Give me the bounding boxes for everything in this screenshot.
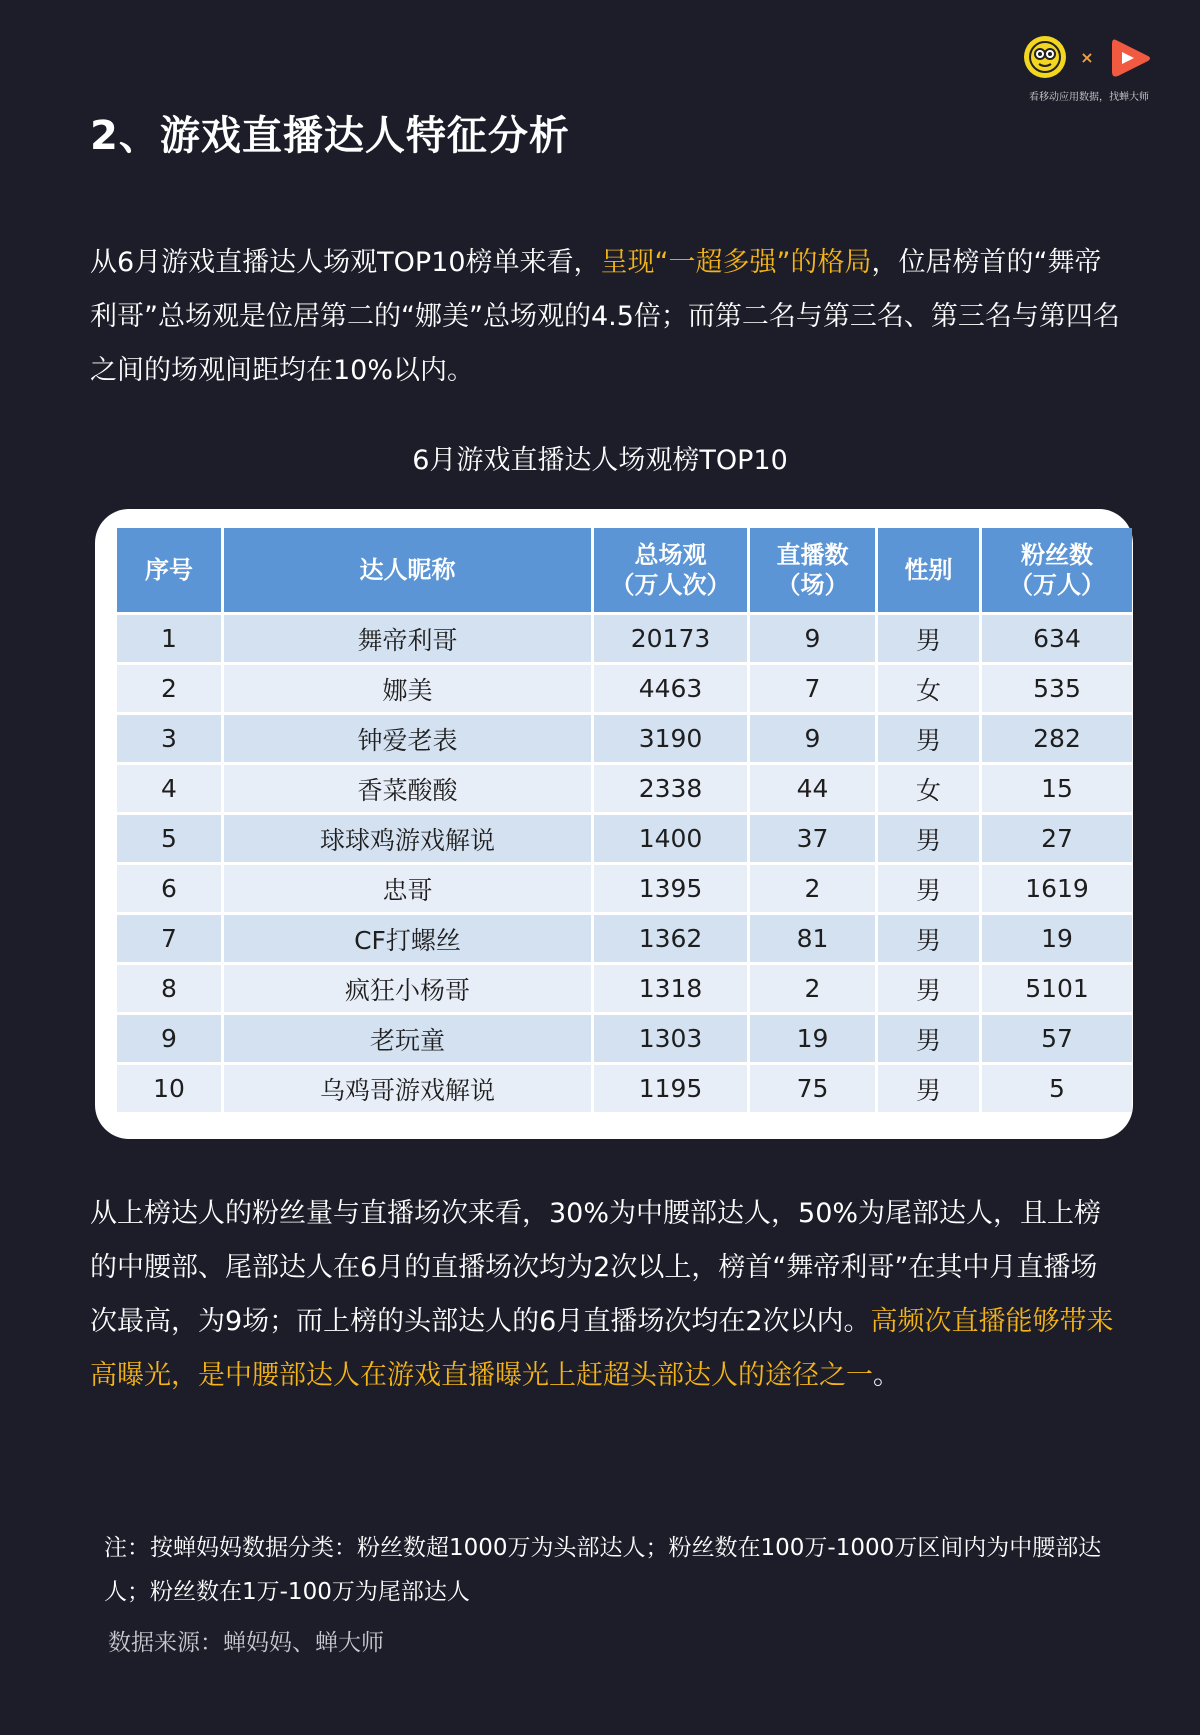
cell-name: CF打螺丝 xyxy=(224,915,591,962)
cell-views: 1195 xyxy=(594,1065,747,1112)
header-views xyxy=(594,528,747,612)
cell-fans: 1619 xyxy=(982,865,1132,912)
table-row xyxy=(117,865,1132,912)
header-views-line1: 总场观 xyxy=(634,541,707,569)
intro-paragraph xyxy=(90,236,1120,398)
cell-fans: 5 xyxy=(982,1065,1132,1112)
cell-gender: 男 xyxy=(878,965,979,1012)
cell-gender: 男 xyxy=(878,615,979,662)
header-rank: 序号 xyxy=(117,528,221,612)
logo-separator: × xyxy=(1080,47,1094,67)
cell-rank: 9 xyxy=(117,1015,221,1062)
header-views-line2: （万人次） xyxy=(610,571,731,599)
data-source: 数据来源：蝉妈妈、蝉大师 xyxy=(108,1630,384,1656)
table-caption: 6月游戏直播达人场观榜TOP10 xyxy=(412,445,788,476)
cell-views: 1362 xyxy=(594,915,747,962)
table-row xyxy=(117,1015,1132,1062)
header-gender: 性别 xyxy=(878,528,979,612)
analysis-paragraph xyxy=(90,1187,1120,1403)
cell-fans: 634 xyxy=(982,615,1132,662)
brand-logos xyxy=(1014,34,1164,103)
cell-fans: 535 xyxy=(982,665,1132,712)
table-row xyxy=(117,965,1132,1012)
cell-streams: 44 xyxy=(750,765,875,812)
cell-views: 20173 xyxy=(594,615,747,662)
analysis-highlight: 高频次直播能够带来高曝光，是中腰部达人在游戏直播曝光上赶超头部达人的途径之一 xyxy=(90,1306,1114,1391)
cell-rank: 1 xyxy=(117,615,221,662)
header-streams xyxy=(750,528,875,612)
table-row xyxy=(117,615,1132,662)
table-header-row xyxy=(117,528,1132,612)
classification-note: 注：按蝉妈妈数据分类：粉丝数超1000万为头部达人；粉丝数在100万-1000万区间内为中腰部达人；粉丝数在1万-100万为尾部达人 xyxy=(104,1535,1102,1605)
cell-name: 球球鸡游戏解说 xyxy=(224,815,591,862)
cell-name: 娜美 xyxy=(224,665,591,712)
header-streams-line2: （场） xyxy=(776,571,849,599)
cell-gender: 男 xyxy=(878,865,979,912)
table-row xyxy=(117,1065,1132,1112)
cell-gender: 男 xyxy=(878,715,979,762)
cell-rank: 8 xyxy=(117,965,221,1012)
cell-gender: 男 xyxy=(878,815,979,862)
cell-gender: 男 xyxy=(878,1065,979,1112)
cell-fans: 282 xyxy=(982,715,1132,762)
analysis-text-2: 。 xyxy=(873,1360,900,1391)
cell-fans: 15 xyxy=(982,765,1132,812)
header-fans-line2: （万人） xyxy=(1009,571,1105,599)
cell-views: 1400 xyxy=(594,815,747,862)
cell-name: 忠哥 xyxy=(224,865,591,912)
cell-fans: 5101 xyxy=(982,965,1132,1012)
cell-streams: 2 xyxy=(750,865,875,912)
cell-fans: 27 xyxy=(982,815,1132,862)
cell-gender: 女 xyxy=(878,665,979,712)
intro-highlight: 呈现“一超多强”的格局 xyxy=(600,247,872,278)
cell-views: 1303 xyxy=(594,1015,747,1062)
cell-rank: 2 xyxy=(117,665,221,712)
header-name: 达人昵称 xyxy=(224,528,591,612)
table-row xyxy=(117,815,1132,862)
cell-views: 1318 xyxy=(594,965,747,1012)
ranking-table xyxy=(114,525,1135,1115)
cell-rank: 4 xyxy=(117,765,221,812)
cell-views: 1395 xyxy=(594,865,747,912)
cell-name: 钟爱老表 xyxy=(224,715,591,762)
table-row xyxy=(117,665,1132,712)
cell-streams: 75 xyxy=(750,1065,875,1112)
cell-gender: 男 xyxy=(878,1015,979,1062)
cell-streams: 9 xyxy=(750,615,875,662)
cell-streams: 9 xyxy=(750,715,875,762)
cell-rank: 5 xyxy=(117,815,221,862)
ranking-table-card xyxy=(95,509,1133,1139)
table-row xyxy=(117,765,1132,812)
cell-rank: 7 xyxy=(117,915,221,962)
header-streams-line1: 直播数 xyxy=(776,541,849,569)
cell-name: 舞帝利哥 xyxy=(224,615,591,662)
cell-fans: 19 xyxy=(982,915,1132,962)
cell-rank: 3 xyxy=(117,715,221,762)
cell-views: 2338 xyxy=(594,765,747,812)
analysis-text-1: 从上榜达人的粉丝量与直播场次来看，30%为中腰部达人，50%为尾部达人，且上榜的中腰部、尾部达人在6月的直播场次均为2次以上，榜首“舞帝利哥”在其中月直播场次最高，为9场；而上榜的头部达人的6月直播场次均在2次以内。 xyxy=(90,1198,1102,1337)
cell-rank: 10 xyxy=(117,1065,221,1112)
cell-streams: 37 xyxy=(750,815,875,862)
cell-rank: 6 xyxy=(117,865,221,912)
cell-name: 疯狂小杨哥 xyxy=(224,965,591,1012)
cell-gender: 女 xyxy=(878,765,979,812)
cell-views: 4463 xyxy=(594,665,747,712)
header-fans-line1: 粉丝数 xyxy=(1021,541,1093,569)
table-row xyxy=(117,715,1132,762)
chandashi-logo-icon xyxy=(1108,34,1154,80)
page-title: 2、游戏直播达人特征分析 xyxy=(90,113,570,159)
cell-name: 香菜酸酸 xyxy=(224,765,591,812)
cell-name: 乌鸡哥游戏解说 xyxy=(224,1065,591,1112)
cell-name: 老玩童 xyxy=(224,1015,591,1062)
cell-streams: 7 xyxy=(750,665,875,712)
header-fans xyxy=(982,528,1132,612)
cell-gender: 男 xyxy=(878,915,979,962)
cell-fans: 57 xyxy=(982,1015,1132,1062)
cell-views: 3190 xyxy=(594,715,747,762)
intro-text-2: ，位居榜首的“舞帝利哥”总场观是位居第二的“娜美”总场观的4.5倍；而第二名与第三名、第三名与第四名之间的场观间距均在10%以内。 xyxy=(90,247,1120,386)
table-row xyxy=(117,915,1132,962)
cell-streams: 19 xyxy=(750,1015,875,1062)
cell-streams: 2 xyxy=(750,965,875,1012)
cell-streams: 81 xyxy=(750,915,875,962)
chanmama-logo-icon xyxy=(1024,36,1066,78)
logo-tagline: 看移动应用数据，找蝉大师 xyxy=(1029,92,1149,103)
intro-text-1: 从6月游戏直播达人场观TOP10榜单来看， xyxy=(90,247,601,278)
